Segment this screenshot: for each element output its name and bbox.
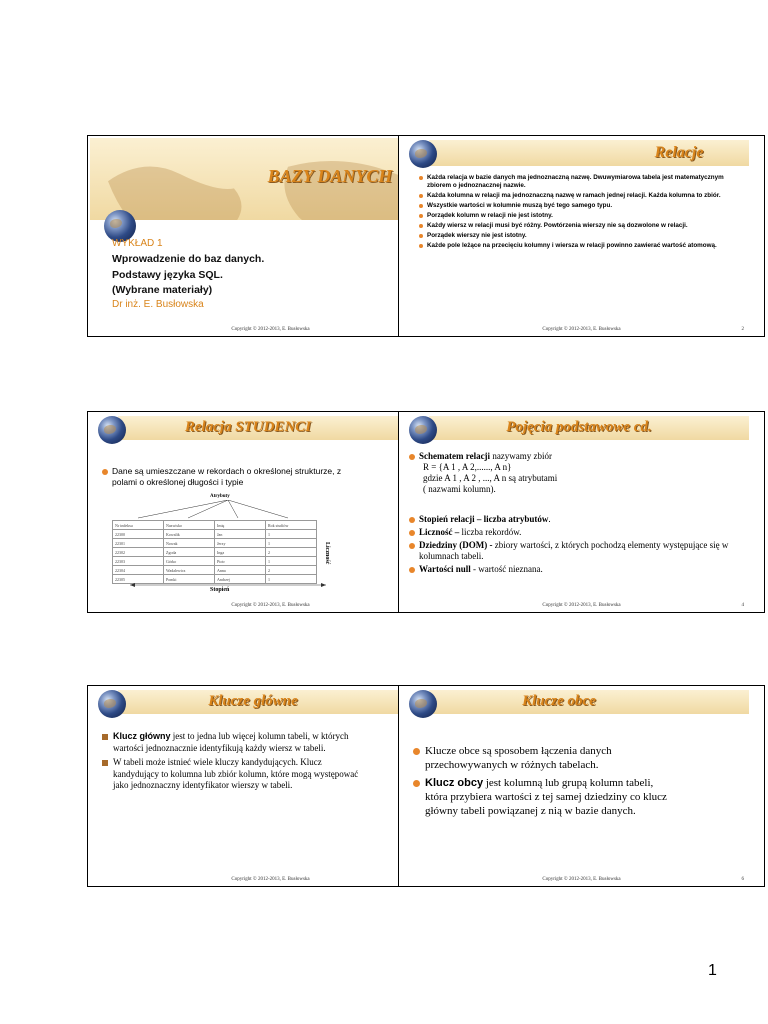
- bullet-icon: [102, 760, 108, 766]
- copyright: Copyright © 2012-2013, E. Busłowska: [542, 327, 621, 332]
- title-banner: [118, 416, 438, 440]
- bullet-list: [419, 174, 749, 252]
- bullet-icon: [419, 214, 423, 218]
- slide-title: Relacje: [654, 144, 704, 161]
- copyright: Copyright © 2012-2013, E. Busłowska: [231, 877, 310, 882]
- degree-label: Stopień: [210, 587, 230, 593]
- title-banner: [90, 138, 450, 220]
- slide-title: Klucze obce: [522, 693, 596, 709]
- attributes-arrows: [128, 500, 328, 520]
- author: Dr inż. E. Busłowska: [112, 299, 204, 310]
- bullet-icon: [419, 224, 423, 228]
- bullet-icon: [419, 204, 423, 208]
- bullet-list: [102, 731, 362, 792]
- list-item: Każde pole leżące na przecięciu kolumny i wiersza w relacji powinno zawierać wartość atomową.: [419, 242, 749, 250]
- copyright: Copyright © 2012-2013, E. Busłowska: [231, 327, 310, 332]
- title-banner: [429, 690, 749, 714]
- bullet-icon: [419, 194, 423, 198]
- table-row: 22300 Kowalik Jan 1: [113, 530, 317, 539]
- formula-desc: gdzie A 1 , A 2 , ..., A n są atrybutami: [423, 473, 558, 483]
- attributes-label: Atrybuty: [210, 494, 230, 499]
- slide-title: BAZY DANYCH: [267, 166, 393, 186]
- slide-2: [398, 135, 765, 337]
- title-banner: [429, 416, 749, 440]
- slide-title: Pojęcia podstawowe cd.: [506, 419, 652, 435]
- bullet-icon: [413, 748, 420, 755]
- table-row: 22305 Pomki Andrzej 1: [113, 575, 317, 584]
- title-banner: [118, 690, 438, 714]
- definitions-list: [409, 514, 754, 577]
- bullet-icon: [102, 734, 108, 740]
- subtitle-line-1: Wprowadzenie do baz danych.: [112, 253, 265, 265]
- list-item: Wszystkie wartości w kolumnie muszą być tego samego typu.: [419, 202, 749, 210]
- bullet-icon: [409, 517, 415, 523]
- table-row: 22302 Zgoda Inga 2: [113, 548, 317, 557]
- bullet-list: [413, 744, 668, 818]
- list-item: Stopień relacji – liczba atrybutów.: [409, 514, 754, 525]
- column-header: Imię: [215, 521, 266, 530]
- list-item: W tabeli może istnieć wiele kluczy kandydujących. Klucz kandydujący to kolumna lub zbiór kolumn, które mogą występować jako jednoznaczny identyfikator wierszy w tabeli.: [102, 757, 362, 792]
- slide-number: 2: [741, 327, 744, 332]
- table-row: 22304 Wadalewicz Anna 2: [113, 566, 317, 575]
- lecture-label: WYKŁAD 1: [112, 238, 163, 249]
- bullet-icon: [419, 234, 423, 238]
- slide-title: Relacja STUDENCI: [184, 419, 312, 435]
- list-item: Porządek wierszy nie jest istotny.: [419, 232, 749, 240]
- table-row: 22301 Nowak Jerzy 1: [113, 539, 317, 548]
- globe-icon: [409, 416, 437, 444]
- column-header: Nazwisko: [164, 521, 215, 530]
- copyright: Copyright © 2012-2013, E. Busłowska: [231, 603, 310, 608]
- list-item: Klucz główny jest to jedna lub więcej kolumn tabeli, w których wartości jednoznacznie identyfikują każdy wiersz w tabeli.: [102, 731, 362, 754]
- subtitle-line-3: (Wybrane materiały): [112, 284, 213, 296]
- list-item: Dane są umieszczane w rekordach o określonej strukturze, z polami o określonej długości i typie: [102, 466, 352, 488]
- globe-icon: [409, 690, 437, 718]
- cardinality-label: Liczność: [324, 542, 330, 565]
- bullet-icon: [419, 176, 423, 180]
- slide-number: 6: [741, 877, 744, 882]
- list-item: Każda relacja w bazie danych ma jednoznaczną nazwę. Dwuwymiarowa tabela jest matematycznym zbiorem o jednoznacznej nazwie.: [419, 174, 749, 190]
- list-item: Klucz obcy jest kolumną lub grupą kolumn tabeli, która przybiera wartości z tej samej dziedziny co klucz główny tabeli powiązanej z nią w bazie danych.: [413, 776, 668, 818]
- bullet-icon: [409, 567, 415, 573]
- bullet-icon: [419, 244, 423, 248]
- subtitle-line-2: Podstawy języka SQL.: [112, 269, 223, 281]
- list-item: Wartości null - wartość nieznana.: [409, 564, 754, 575]
- schema-block: Schematem relacji nazywamy zbiór R = {A 1 , A 2,......, A n} gdzie A 1 , A 2 , ..., A n są atrybutami ( nazwami kolumn).: [409, 451, 749, 495]
- copyright: Copyright © 2012-2013, E. Busłowska: [542, 603, 621, 608]
- slide-4: [398, 411, 765, 613]
- list-item: Klucze obce są sposobem łączenia danych przechowywanych w różnych tabelach.: [413, 744, 668, 772]
- table-header-row: [113, 521, 317, 530]
- globe-icon: [409, 140, 437, 168]
- table-row: 22303 Górko Piotr 1: [113, 557, 317, 566]
- formula: R = {A 1 , A 2,......, A n}: [423, 462, 512, 472]
- column-header: Nr indeksu: [113, 521, 164, 530]
- formula-desc-2: ( nazwami kolumn).: [423, 484, 496, 494]
- slide-title: Klucze główne: [208, 693, 298, 709]
- globe-icon: [98, 690, 126, 718]
- bullet-icon: [102, 469, 108, 475]
- students-table: [112, 520, 317, 584]
- list-item: Każdy wiersz w relacji musi być różny. Powtórzenia wierszy nie są dozwolone w relacji.: [419, 222, 749, 230]
- copyright: Copyright © 2012-2013, E. Busłowska: [542, 877, 621, 882]
- bullet-icon: [409, 530, 415, 536]
- list-item: Dziedziny (DOM) - zbiory wartości, z których pochodzą elementy występujące się w kolumnach tabeli.: [409, 540, 754, 562]
- column-header: Rok studiów: [266, 521, 317, 530]
- bullet-icon: [409, 543, 415, 549]
- list-item: Liczność – liczba rekordów.: [409, 527, 754, 538]
- globe-icon: [98, 416, 126, 444]
- list-item: Porządek kolumn w relacji nie jest istotny.: [419, 212, 749, 220]
- bullet-icon: [413, 780, 420, 787]
- bullet-icon: [409, 454, 415, 460]
- page-number: 1: [708, 962, 717, 979]
- slide-number: 4: [741, 603, 744, 608]
- slide-6: [398, 685, 765, 887]
- title-banner: [429, 140, 749, 166]
- list-item: Każda kolumna w relacji ma jednoznaczną nazwę w ramach jednej relacji. Każda kolumna to zbiór.: [419, 192, 749, 200]
